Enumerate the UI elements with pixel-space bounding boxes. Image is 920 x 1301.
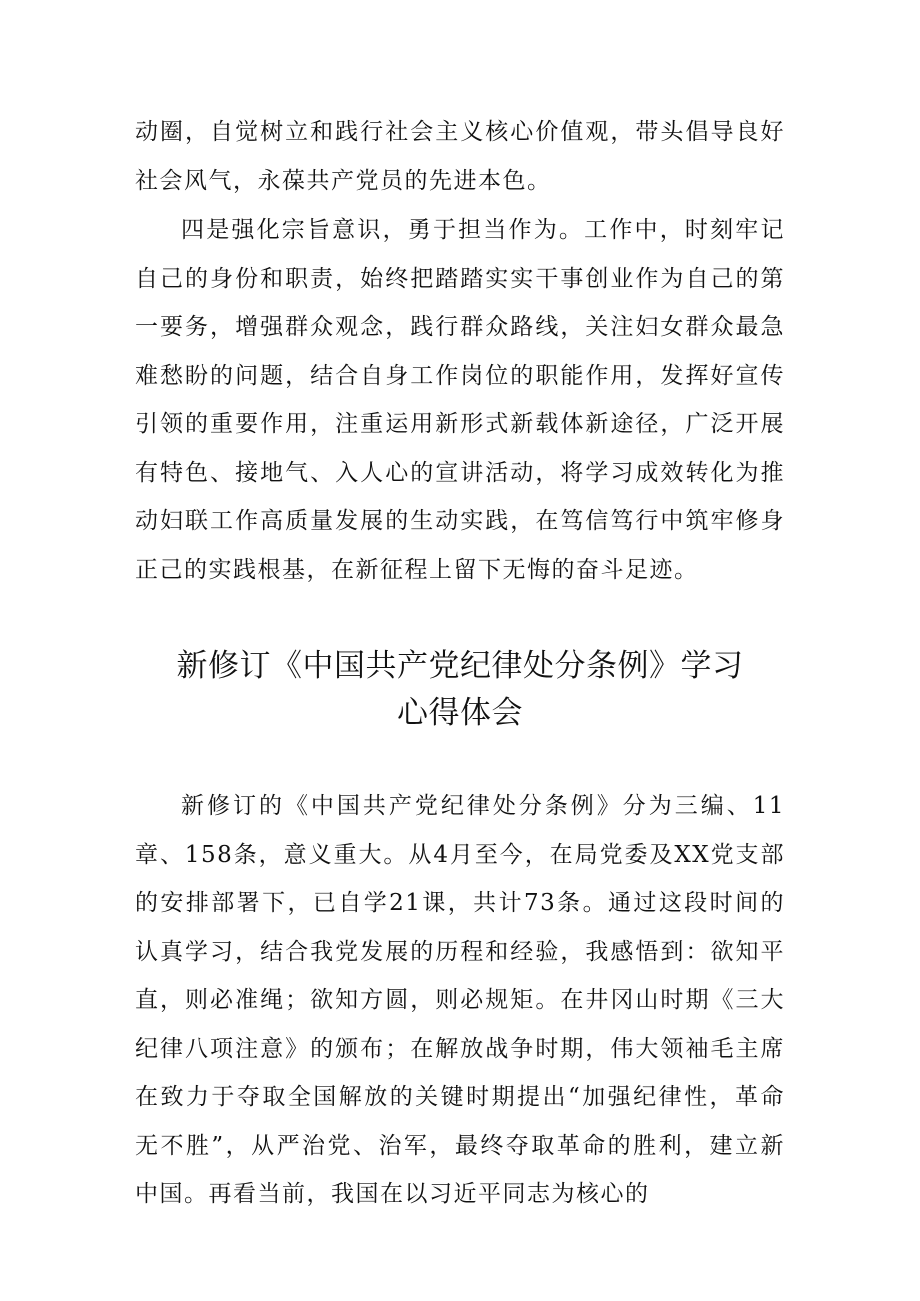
paragraph-continued: 动圈，自觉树立和践行社会主义核心价值观，带头倡导良好社会风气，永葆共产党员的先进本色。	[135, 119, 785, 194]
paragraph-point-four: 四是强化宗旨意识，勇于担当作为。工作中，时刻牢记自己的身份和职责，始终把踏踏实实干事创业作为自己的第一要务，增强群众观念，践行群众路线，关注妇女群众最急难愁盼的问题，结合自身工作岗位的职能作用，发挥好宣传引领的重要作用，注重运用新形式新载体新途径，广泛开展有特色、接地气、入人心的宣讲活动，将学习成效转化为推动妇联工作高质量发展的生动实践，在笃信笃行中筑牢修身正己的实践根基，在新征程上留下无悔的奋斗足迹。	[135, 217, 785, 583]
paragraph-body-1: 新修订的《中国共产党纪律处分条例》分为三编、11章、158条，意义重大。从4月至今，在局党委及XX党支部的安排部署下，已自学21课，共计73条。通过这段时间的认真学习，结合我党发展的历程和经验，我感悟到：欲知平直，则必准绳；欲知方圆，则必规矩。在井冈山时期《三大纪律八项注意》的颁布；在解放战争时期，伟大领袖毛主席在致力于夺取全国解放的关键时期提出“加强纪律性，革命无不胜”，从严治党、治军，最终夺取革命的胜利，建立新中国。再看当前，我国在以习近平同志为核心的	[135, 793, 785, 1207]
document-title	[100, 643, 820, 737]
document-title-line-2: 心得体会	[397, 695, 523, 731]
document-title-line-1: 新修订《中国共产党纪律处分条例》学习	[176, 648, 744, 684]
